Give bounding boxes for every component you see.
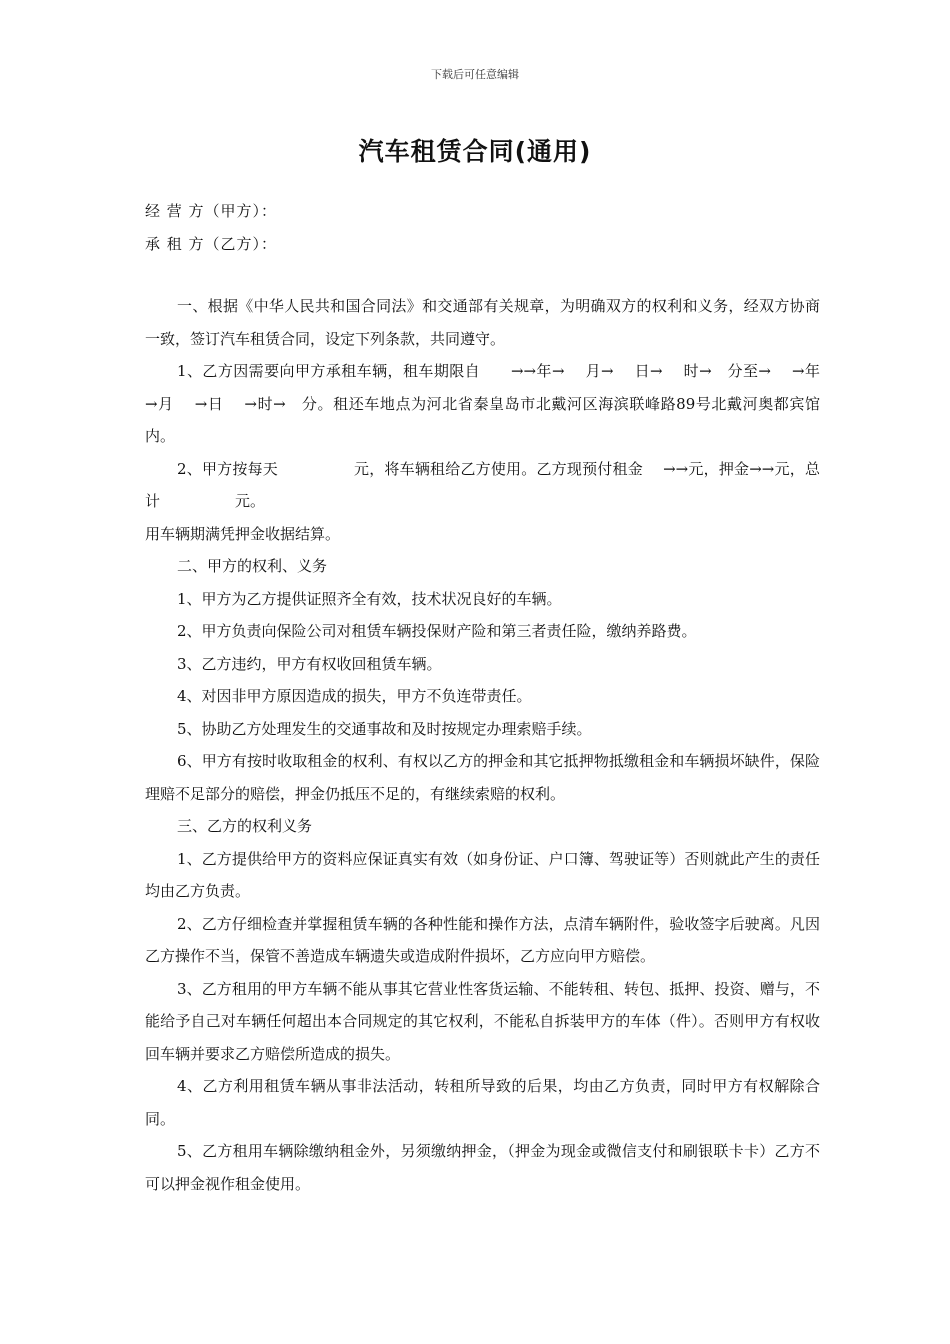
header-note: 下载后可任意编辑 — [431, 68, 519, 81]
paragraph: 3、乙方租用的甲方车辆不能从事其它营业性客货运输、不能转租、转包、抵押、投资、赠与，不能给予自己对车辆任何超出本合同规定的其它权利，不能私自拆装甲方的车体（件）。否则甲方有权收回车辆并要求乙方赔偿所造成的损失。 — [145, 979, 820, 1063]
paragraph: 1、乙方因需要向甲方承租车辆，租车期限自 →→年→ 月→ 日→ 时→ 分至→ →年 →月 →日 →时→ 分。租还车地点为河北省秦皇岛市北戴河区海滨联峰路89号北戴河奥都宾馆内。 — [145, 362, 840, 445]
paragraph: 1、甲方为乙方提供证照齐全有效，技术状况良好的车辆。 — [177, 589, 562, 608]
contract-body — [145, 290, 840, 1200]
paragraph: 5、乙方租用车辆除缴纳租金外，另须缴纳押金，（押金为现金或微信支付和刷银联卡卡）乙方不可以押金视作租金使用。 — [145, 1142, 820, 1193]
paragraph: 2、乙方仔细检查并掌握租赁车辆的各种性能和操作方法，点清车辆附件，验收签字后驶离。凡因乙方操作不当，保管不善造成车辆遗失或造成附件损坏，乙方应向甲方赔偿。 — [145, 914, 820, 965]
paragraph: 用车辆期满凭押金收据结算。 — [145, 524, 341, 543]
paragraph: 6、甲方有按时收取租金的权利、有权以乙方的押金和其它抵押物抵缴租金和车辆损坏缺件，保险理赔不足部分的赔偿，押金仍抵压不足的，有继续索赔的权利。 — [145, 752, 820, 803]
section-heading: 二、甲方的权利、义务 — [177, 557, 328, 575]
document-title: 汽车租赁合同(通用) — [358, 137, 592, 166]
paragraph: 一、根据《中华人民共和国合同法》和交通部有关规章，为明确双方的权利和义务，经双方协商一致，签订汽车租赁合同，设定下列条款，共同遵守。 — [145, 297, 820, 348]
paragraph: 5、协助乙方处理发生的交通事故和及时按规定办理索赔手续。 — [177, 719, 592, 738]
section-heading: 三、乙方的权利义务 — [177, 817, 313, 835]
party-lessor: 经 营 方（甲方）： — [145, 202, 278, 220]
paragraph: 2、甲方负责向保险公司对租赁车辆投保财产险和第三者责任险，缴纳养路费。 — [177, 622, 697, 640]
paragraph: 3、乙方违约，甲方有权收回租赁车辆。 — [177, 654, 442, 673]
party-lessee: 承 租 方（乙方）： — [145, 235, 278, 253]
paragraph: 4、乙方利用租赁车辆从事非法活动，转租所导致的后果，均由乙方负责，同时甲方有权解除合同。 — [145, 1077, 820, 1128]
paragraph: 4、对因非甲方原因造成的损失，甲方不负连带责任。 — [177, 687, 532, 705]
paragraph: 1、乙方提供给甲方的资料应保证真实有效（如身份证、户口簿、驾驶证等）否则就此产生的责任均由乙方负责。 — [145, 849, 820, 900]
paragraph: 2、甲方按每天 元，将车辆租给乙方使用。乙方现预付租金 →→元，押金→→元，总计 元。 — [145, 459, 820, 510]
